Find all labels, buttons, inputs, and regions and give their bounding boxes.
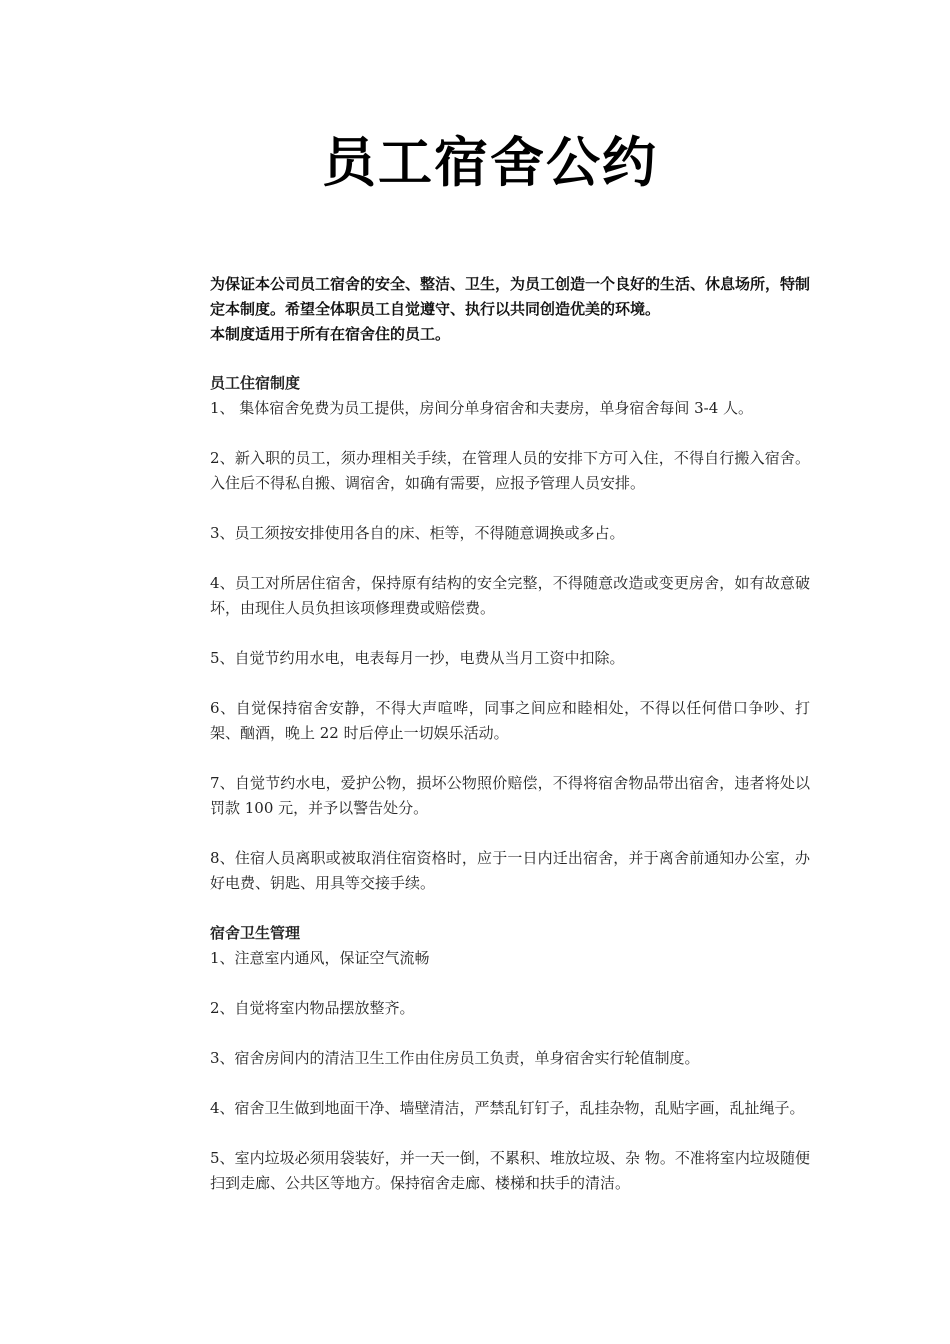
rule-item: 7、自觉节约水电，爱护公物，损坏公物照价赔偿，不得将宿舍物品带出宿舍，违者将处以罚款 100 元，并予以警告处分。 (210, 774, 810, 817)
section-heading: 宿舍卫生管理 (210, 924, 301, 942)
rule-item: 4、员工对所居住宿舍，保持原有结构的安全完整，不得随意改造或变更房舍，如有故意破坏，由现住人员负担该项修理费或赔偿费。 (210, 574, 810, 617)
rule-item: 5、自觉节约用水电，电表每月一抄，电费从当月工资中扣除。 (210, 649, 625, 667)
intro-paragraph: 本制度适用于所有在宿舍住的员工。 (210, 325, 451, 343)
document-title: 员工宿舍公约 (322, 130, 658, 194)
rule-item: 8、住宿人员离职或被取消住宿资格时，应于一日内迁出宿舍，并于离舍前通知办公室，办好电费、钥匙、用具等交接手续。 (210, 849, 810, 892)
rule-item: 2、新入职的员工，须办理相关手续，在管理人员的安排下方可入住，不得自行搬入宿舍。入住后不得私自搬、调宿舍，如确有需要，应报予管理人员安排。 (210, 449, 810, 492)
document-body (210, 371, 810, 1221)
rule-item: 5、室内垃圾必须用袋装好，并一天一倒，不累积、堆放垃圾、杂 物。不准将室内垃圾随便扫到走廊、公共区等地方。保持宿舍走廊、楼梯和扶手的清洁。 (210, 1149, 810, 1192)
rule-item: 6、自觉保持宿舍安静，不得大声喧哗，同事之间应和睦相处，不得以任何借口争吵、打架、酗酒，晚上 22 时后停止一切娱乐活动。 (210, 699, 810, 742)
rule-item: 3、宿舍房间内的清洁卫生工作由住房员工负责，单身宿舍实行轮值制度。 (210, 1049, 700, 1067)
intro-paragraph: 为保证本公司员工宿舍的安全、整洁、卫生，为员工创造一个良好的生活、休息场所，特制定本制度。希望全体职员工自觉遵守、执行以共同创造优美的环境。 (210, 275, 811, 318)
rule-item: 1、 集体宿舍免费为员工提供，房间分单身宿舍和夫妻房，单身宿舍每间 3-4 人。 (210, 399, 754, 417)
section-heading: 员工住宿制度 (210, 374, 301, 392)
rule-item: 4、宿舍卫生做到地面干净、墙壁清洁，严禁乱钉钉子，乱挂杂物，乱贴字画，乱扯绳子。 (210, 1099, 805, 1117)
rule-item: 2、自觉将室内物品摆放整齐。 (210, 999, 415, 1017)
section-hygiene-management (210, 921, 810, 1196)
rule-item: 1、注意室内通风，保证空气流畅 (210, 949, 430, 967)
intro-block (210, 272, 810, 347)
rule-item: 3、员工须按安排使用各自的床、柜等，不得随意调换或多占。 (210, 524, 625, 542)
section-housing-rules (210, 371, 810, 896)
